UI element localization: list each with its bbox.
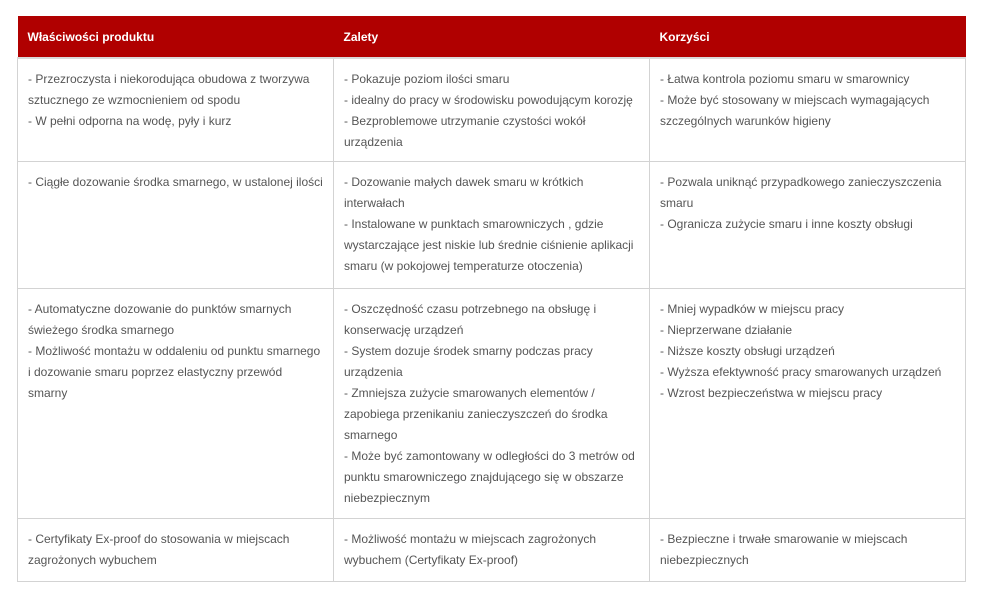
benefits-line: - Łatwa kontrola poziomu smaru w smarownicy <box>660 72 910 86</box>
benefits-cell <box>650 289 966 519</box>
benefits-line: - Pozwala uniknąć przypadkowego zanieczyszczenia smaru <box>660 175 942 210</box>
features-cell <box>18 289 334 519</box>
features-cell <box>18 162 334 289</box>
advantages-line: - Oszczędność czasu potrzebnego na obsługę i konserwację urządzeń <box>344 302 597 337</box>
advantages-line: - Zmniejsza zużycie smarowanych elementów / zapobiega przenikaniu zanieczyszczeń do środka smarnego <box>344 386 608 442</box>
table-row <box>18 162 966 289</box>
advantages-line: - Bezproblemowe utrzymanie czystości wokół urządzenia <box>344 114 586 149</box>
advantages-line: - Możliwość montażu w miejscach zagrożonych wybuchem (Certyfikaty Ex-proof) <box>344 532 597 567</box>
features-line: - Możliwość montażu w oddaleniu od punktu smarnego i dozowanie smaru poprzez elastyczny przewód smarny <box>28 344 321 400</box>
benefits-line: - Wyższa efektywność pracy smarowanych urządzeń <box>660 365 942 379</box>
advantages-cell <box>334 162 650 289</box>
features-cell <box>18 519 334 582</box>
benefits-cell <box>650 162 966 289</box>
benefits-line: - Może być stosowany w miejscach wymagających szczególnych warunków higieny <box>660 93 930 128</box>
advantages-cell <box>334 519 650 582</box>
advantages-line: - idealny do pracy w środowisku powodującym korozję <box>344 93 633 107</box>
benefits-line: - Bezpieczne i trwałe smarowanie w miejscach niebezpiecznych <box>660 532 908 567</box>
table-row <box>18 289 966 519</box>
product-comparison-table <box>17 16 966 582</box>
benefits-line: - Niższe koszty obsługi urządzeń <box>660 344 835 358</box>
features-cell <box>18 58 334 162</box>
benefits-cell <box>650 519 966 582</box>
features-line: - W pełni odporna na wodę, pyły i kurz <box>28 114 232 128</box>
advantages-line: - Dozowanie małych dawek smaru w krótkich interwałach <box>344 175 584 210</box>
benefits-line: - Ogranicza zużycie smaru i inne koszty obsługi <box>660 217 913 231</box>
table-row <box>18 519 966 582</box>
features-line: - Automatyczne dozowanie do punktów smarnych świeżego środka smarnego <box>28 302 292 337</box>
benefits-line: - Nieprzerwane działanie <box>660 323 793 337</box>
advantages-cell <box>334 58 650 162</box>
features-line: - Przezroczysta i niekorodująca obudowa z tworzywa sztucznego ze wzmocnieniem od spodu <box>28 72 310 107</box>
features-line: - Certyfikaty Ex-proof do stosowania w miejscach zagrożonych wybuchem <box>28 532 290 567</box>
header-advantages: Zalety <box>334 16 650 58</box>
header-features: Właściwości produktu <box>18 16 334 58</box>
benefits-cell <box>650 58 966 162</box>
advantages-line: - Może być zamontowany w odległości do 3 metrów od punktu smarowniczego znajdującego się w obszarze niebezpiecznym <box>344 449 635 505</box>
table-header-row <box>18 16 966 58</box>
header-benefits: Korzyści <box>650 16 966 58</box>
benefits-line: - Mniej wypadków w miejscu pracy <box>660 302 845 316</box>
advantages-line: - Instalowane w punktach smarowniczych , gdzie wystarczające jest niskie lub średnie ciśnienie aplikacji smaru (w pokojowej temperaturze otoczenia) <box>344 217 634 273</box>
advantages-line: - System dozuje środek smarny podczas pracy urządzenia <box>344 344 593 379</box>
table-row <box>18 58 966 162</box>
comparison-table-container <box>17 16 965 582</box>
advantages-cell <box>334 289 650 519</box>
features-line: - Ciągłe dozowanie środka smarnego, w ustalonej ilości <box>28 175 323 189</box>
benefits-line: - Wzrost bezpieczeństwa w miejscu pracy <box>660 386 883 400</box>
advantages-line: - Pokazuje poziom ilości smaru <box>344 72 510 86</box>
